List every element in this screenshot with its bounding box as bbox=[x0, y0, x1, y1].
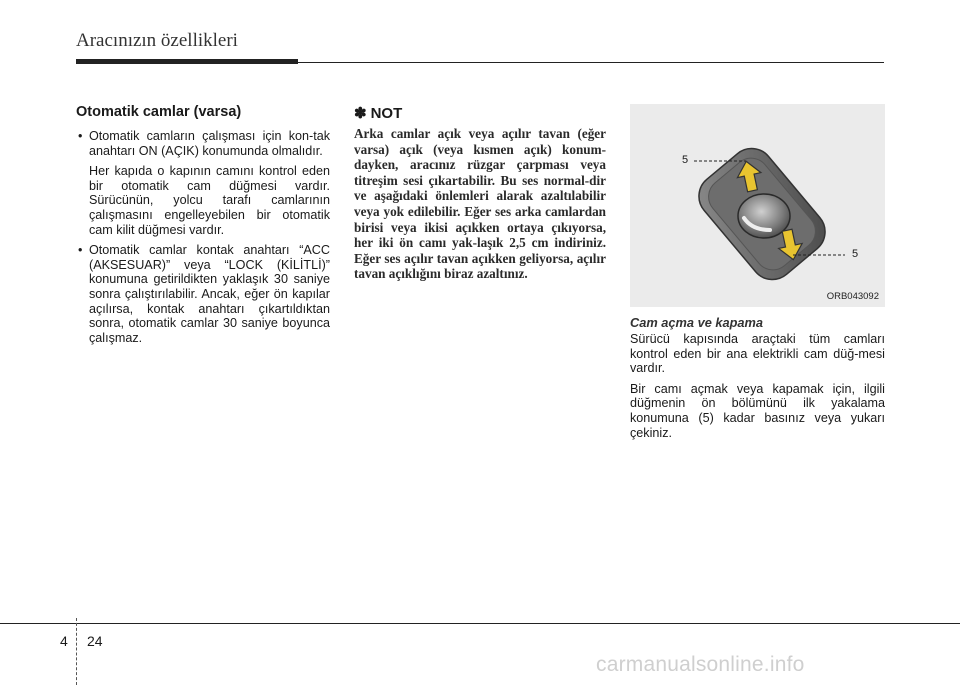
note-column bbox=[354, 104, 606, 282]
bullet-item bbox=[76, 243, 330, 345]
body-paragraph: Sürücü kapısında araçtaki tüm camları kontrol eden bir ana elektrikli cam düğ-mesi vardır. bbox=[630, 332, 885, 376]
header-rule bbox=[76, 62, 884, 63]
window-switch-figure bbox=[630, 104, 885, 307]
window-switch-illustration bbox=[630, 104, 885, 307]
page-header-title: Aracınızın özellikleri bbox=[76, 30, 238, 51]
bullet-paragraph: • Otomatik camların çalışması için kon-tak anahtarı ON (AÇIK) konumunda olmalıdır. bbox=[89, 129, 330, 158]
bullet-paragraph: Her kapıda o kapının camını kontrol eden bir otomatik cam düğmesi vardır. Sürücünün, yolcu tarafı camlarının çalışmasını engelleyebilen bir otomatik cam kilit düğmesi vardır. bbox=[89, 164, 330, 237]
section-title: Otomatik camlar (varsa) bbox=[76, 104, 242, 120]
chapter-number: 4 bbox=[60, 633, 68, 649]
page-number: 24 bbox=[87, 633, 103, 649]
watermark: carmanualsonline.info bbox=[596, 653, 805, 676]
left-column bbox=[76, 104, 330, 351]
right-column bbox=[630, 104, 885, 446]
caption-title: Cam açma ve kapama bbox=[630, 315, 764, 330]
figure-label-top: 5 bbox=[682, 154, 689, 166]
note-body: Arka camlar açık veya açılır tavan (eğer varsa) açık (veya kısmen açık) konum-dayken, aracınız rüzgar çarpması veya titreşim sesi çıkartabilir. Bu ses normal-dir ve aşağıdaki önlemleri alarak azaltılabilir veya yok edilebilir. Eğer ses arka camlardan birisi veya ikisi açıkken ortaya çıkıyorsa, her iki ön camı yak-laşık 2,5 cm indiriniz. Eğer ses açılır tavan açıkken geliyorsa, açılır tavan açıklığını biraz azaltınız. bbox=[354, 126, 606, 282]
note-heading bbox=[354, 104, 606, 122]
bullet-list bbox=[76, 129, 330, 345]
body-paragraph: Bir camı açmak veya kapamak için, ilgili düğmenin ön bölümünü ilk yakalama konumuna (5) kadar basınız veya yukarı çekiniz. bbox=[630, 381, 885, 440]
figure-label-bottom: 5 bbox=[852, 248, 859, 260]
note-title: NOT bbox=[370, 104, 403, 122]
bullet-item bbox=[76, 129, 330, 237]
note-star-icon: ✽ bbox=[354, 105, 367, 122]
footer-rule bbox=[0, 623, 960, 624]
footer-divider bbox=[76, 618, 77, 685]
figure-code: ORB043092 bbox=[826, 291, 879, 302]
bullet-paragraph: • Otomatik camlar kontak anahtarı “ACC (AKSESUAR)” veya “LOCK (KİLİTLİ)” konumuna getirildikten yaklaşık 30 saniye sonra çalıştırılabilir. Ancak, eğer ön kapılar açılırsa, kontak anahtarı çıkartıldıktan sonra, otomatik camlar 30 saniye boyunca çalışmaz. bbox=[89, 243, 330, 345]
